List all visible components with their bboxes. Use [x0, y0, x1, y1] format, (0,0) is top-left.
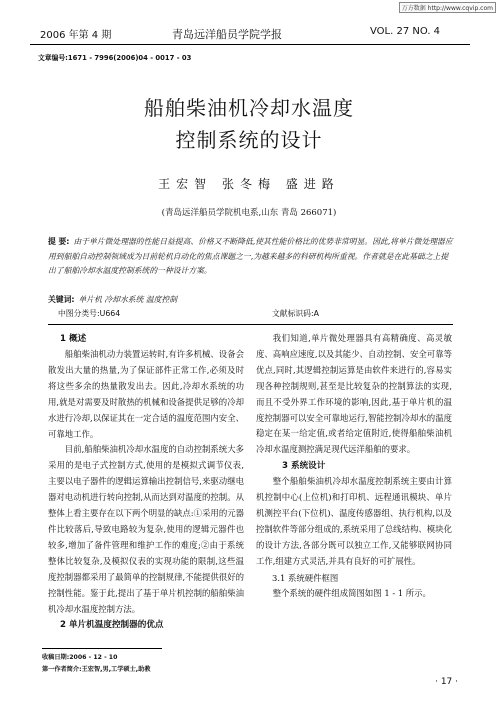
article-id: 文章编号:1671 - 7996(2006)04 - 0017 - 03 — [38, 54, 192, 62]
abstract-label: 提 要: — [48, 237, 70, 246]
section-3-paragraph: 整个船舶柴油机冷却水温度控制系统主要由计算机控制中心(上位机)和打印机、远程通讯模块、单片机测控平台(下位机)、温度传感器组、执行机构,以及控制软件等部分组成的,系统采用了总线结构、模块化的设计方法,各部分既可以独立工作,又能够联网协同工作,组建方式灵活,并具有良好的可扩展性。 — [256, 476, 452, 566]
abstract — [48, 235, 453, 279]
header-rule — [30, 44, 470, 45]
keywords-text: 单片机 冷却水系统 温度控制 — [78, 295, 178, 304]
section-1-heading: 1 概述 — [60, 334, 87, 344]
section-3-heading: 3 系统设计 — [282, 461, 326, 472]
right-paragraph-1: 我们知道,单片微处理器具有高精确度、高灵敏度、高响应速度,以及其能少、自动控制、安全可靠等优点,同时,其逻辑控制运算是由软件来进行的,容易实现各种控制规则,甚至是比较复杂的控制算法的实现,而且不受外界工作环境的影响,因此,基于单片机的温度控制器可以安全可靠地运行,智能控制冷却水的温度稳定在某一给定值,或者给定值附近,使得船舶柴油机冷却水温度测控满足现代远洋船舶的要求。 — [256, 333, 452, 455]
left-column — [48, 331, 244, 633]
issue-label: 2006 年第 4 期 — [40, 30, 112, 41]
keywords — [48, 294, 177, 305]
title-line-2: 控制系统的设计 — [175, 128, 323, 152]
source-stamp: 万方数据 http://www.cqvip.com — [399, 2, 496, 13]
abstract-text: 由于单片微处理器的性能日益提高、价格又不断降低,使其性能价格比的优势非常明显。因此,将单片微处理器应用到船舶自动控制领域成为目前轮机自动化的焦点课题之一,为越来越多的科研机构所重视。作者就是在此基础之上提出了船舶冷却水温度控制系统的一种设计方案。 — [48, 237, 453, 275]
keywords-label: 关键词: — [48, 295, 75, 304]
document-code: 文献标识码:A — [272, 309, 319, 318]
classification-number: 中图分类号:U664 — [58, 309, 121, 318]
author-bio: 第一作者简介:王宏智,男,工学硕士,助教 — [42, 666, 151, 673]
section-3-1-heading: 3.1 系统硬件框图 — [272, 572, 339, 583]
section-2-heading: 2 单片机温度控制器的优点 — [60, 620, 164, 631]
affiliation: (青岛远洋船员学院机电系,山东 青岛 266071) — [161, 208, 337, 218]
right-column — [256, 331, 452, 602]
footnote-rule — [42, 648, 162, 649]
journal-name: 青岛远洋船员学院学报 — [172, 28, 282, 41]
volume-label: VOL. 27 NO. 4 — [370, 26, 441, 37]
section-1-paragraph-1: 船舶柴油机动力装置运转时,有许多机械、设备会散发出大量的热量,为了保证部件正常工作,必须及时将这些多余的热量散发出去。因此,冷却水系统的功用,就是对需要及时散热的机械和设备提供足够的冷却水进行冷却,以保证其在一定合适的温度范围内安全、可靠地工作。 — [48, 349, 244, 439]
title-line-1: 船舶柴油机冷却水温度 — [144, 96, 354, 120]
authors: 王宏智 张冬梅 盛进路 — [158, 177, 340, 191]
received-date: 收稿日期:2006 - 12 - 10 — [42, 654, 118, 661]
section-1-paragraph-2: 目前,船舶柴油机冷却水温度的自动控制系统大多采用的是电子式控制方式,使用的是模拟式调节仪表,主要以电子器件的逻辑运算输出控制信号,来驱动继电器对电动机进行转向控制,从而达到对温度的控制。从整体上看主要存在以下两个明显的缺点:①采用的元器件比较落后,导致电路较为复杂,使用的逻辑元器件也较多,增加了备件管理和维护工作的难度;②由于系统整体比较复杂,及模拟仪表的实现功能的限制,这些温度控制器都采用了最简单的控制规律,不能提供很好的控制性能。鉴于此,提出了基于单片机控制的船舶柴油机冷却水温度控制方法。 — [48, 444, 244, 614]
section-3-1-paragraph: 整个系统的硬件组成简图如图 1 - 1 所示。 — [272, 587, 431, 598]
abstract-divider — [48, 324, 453, 325]
page-number: · 17 · — [435, 677, 458, 687]
